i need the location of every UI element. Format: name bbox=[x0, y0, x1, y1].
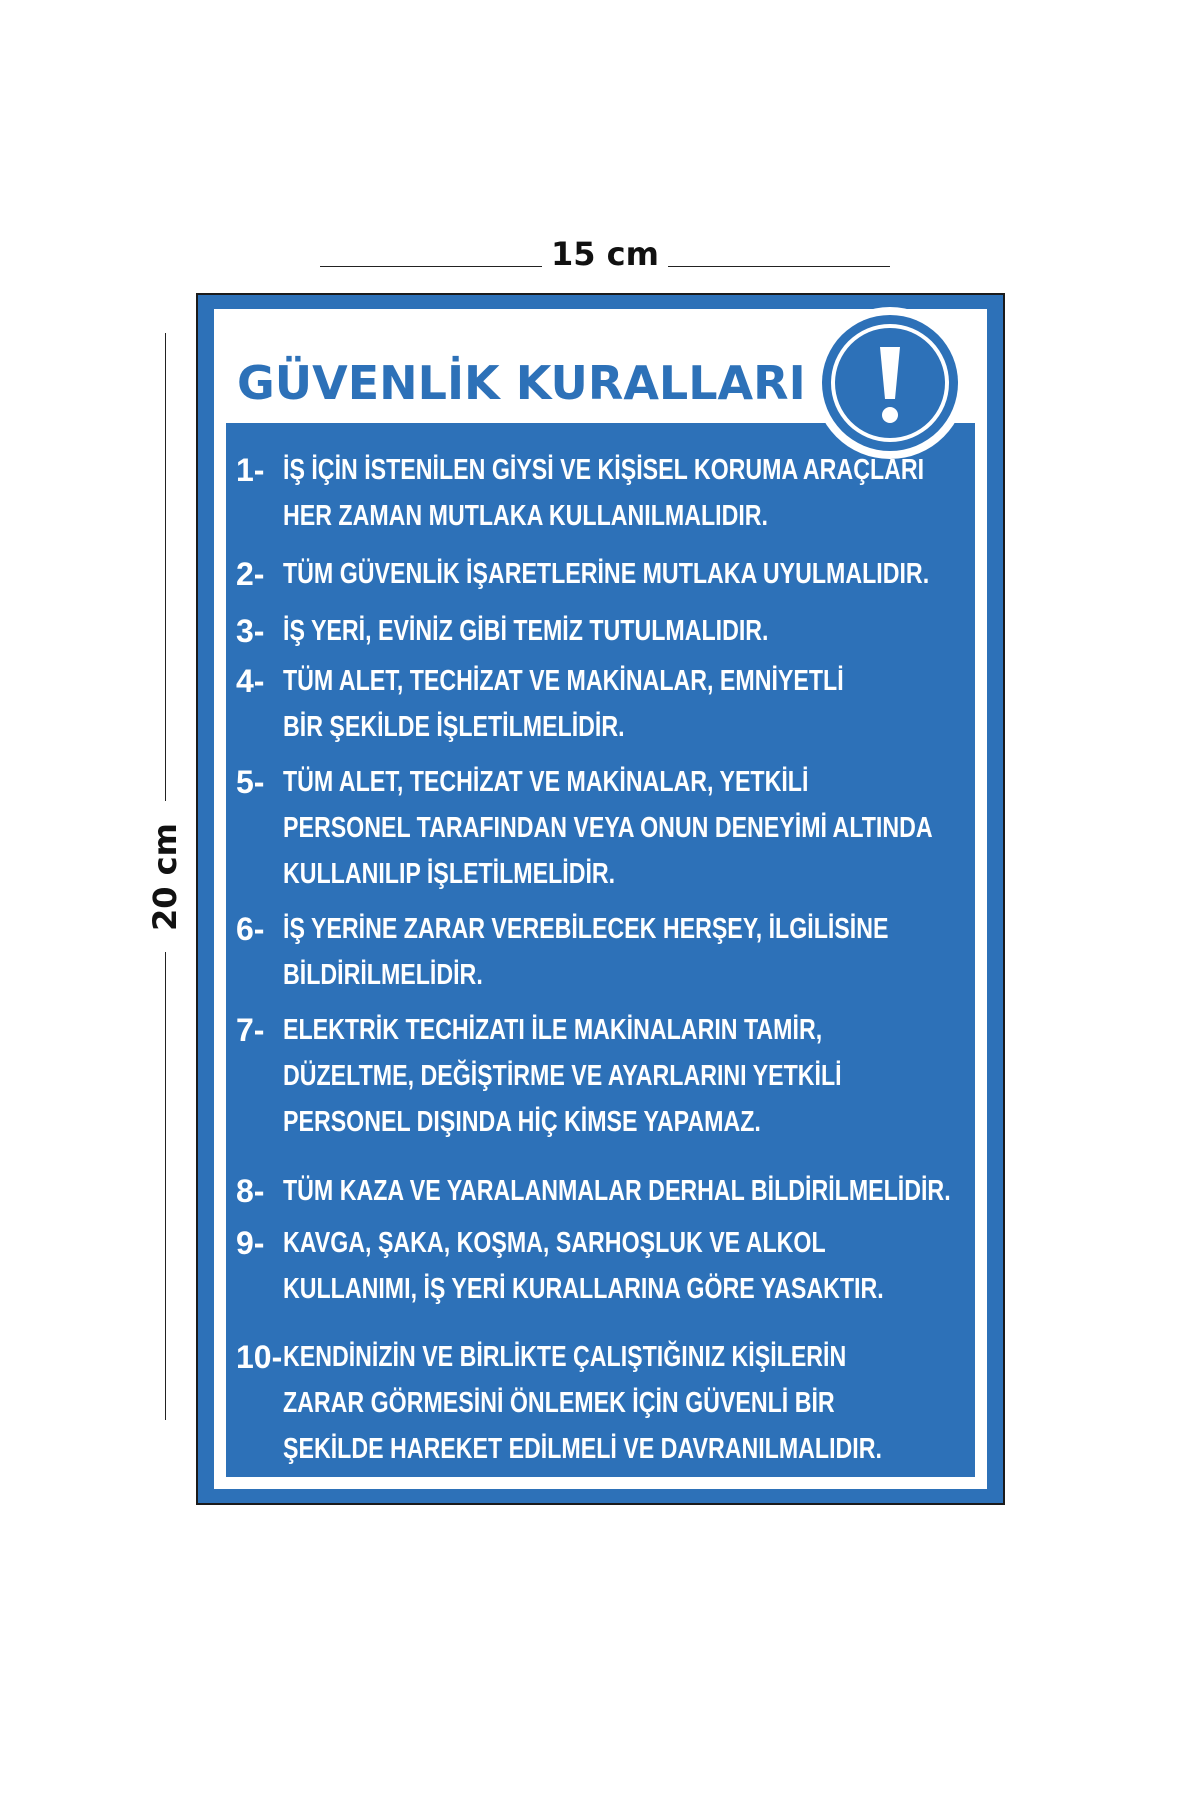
rule-text bbox=[283, 1168, 951, 1214]
rule-line: TÜM ALET, TECHİZAT VE MAKİNALAR, YETKİLİ bbox=[283, 766, 809, 798]
rule-line: TÜM KAZA VE YARALANMALAR DERHAL BİLDİRİLMELİDİR. bbox=[283, 1175, 951, 1207]
sign-inner-frame bbox=[214, 309, 987, 1489]
rule-number: 4- bbox=[236, 663, 265, 699]
rule-line: İŞ YERİ, EVİNİZ GİBİ TEMİZ TUTULMALIDIR. bbox=[283, 615, 769, 647]
rule-number: 2- bbox=[236, 556, 265, 592]
sign-title: GÜVENLİK KURALLARI bbox=[237, 356, 806, 410]
width-dimension-line-left bbox=[320, 266, 542, 267]
rule-number: 3- bbox=[236, 613, 265, 649]
safety-rules-sign bbox=[196, 293, 1005, 1505]
rule-line: PERSONEL DIŞINDA HİÇ KİMSE YAPAMAZ. bbox=[283, 1106, 761, 1138]
rule-line: PERSONEL TARAFINDAN VEYA ONUN DENEYİMİ ALTINDA bbox=[283, 812, 933, 844]
rule-line: DÜZELTME, DEĞİŞTİRME VE AYARLARINI YETKİLİ bbox=[283, 1060, 842, 1092]
rules-panel bbox=[226, 423, 975, 1477]
rule-line: HER ZAMAN MUTLAKA KULLANILMALIDIR. bbox=[283, 500, 768, 532]
height-dimension-line-bottom bbox=[165, 952, 166, 1420]
rule-text bbox=[283, 1334, 882, 1472]
rule-line: TÜM ALET, TECHİZAT VE MAKİNALAR, EMNİYETLİ bbox=[283, 665, 844, 697]
rule-number: 9- bbox=[236, 1225, 265, 1261]
rule-line: İŞ İÇİN İSTENİLEN GİYSİ VE KİŞİSEL KORUMA ARAÇLARI bbox=[283, 454, 925, 486]
height-dimension-line-top bbox=[165, 333, 166, 801]
rule-line: TÜM GÜVENLİK İŞARETLERİNE MUTLAKA UYULMALIDIR. bbox=[283, 558, 930, 590]
width-dimension-label: 15 cm bbox=[551, 235, 659, 273]
rule-number: 7- bbox=[236, 1012, 265, 1048]
height-dimension-label: 20 cm bbox=[146, 823, 184, 931]
rule-number: 1- bbox=[236, 452, 265, 488]
rule-text bbox=[283, 906, 889, 998]
rule-line: ŞEKİLDE HAREKET EDİLMELİ VE DAVRANILMALIDIR. bbox=[283, 1433, 882, 1465]
rule-line: ZARAR GÖRMESİNİ ÖNLEMEK İÇİN GÜVENLİ BİR bbox=[283, 1387, 835, 1419]
rule-line: KULLANILIP İŞLETİLMELİDİR. bbox=[283, 858, 616, 890]
rule-line: BİLDİRİLMELİDİR. bbox=[283, 959, 483, 991]
rule-number: 5- bbox=[236, 764, 265, 800]
rule-text bbox=[283, 658, 875, 750]
rule-number: 6- bbox=[236, 911, 265, 947]
exclamation-circle-icon bbox=[814, 307, 966, 459]
rule-text bbox=[283, 447, 925, 539]
rules-list bbox=[226, 423, 975, 1477]
rule-text bbox=[283, 551, 930, 597]
rule-line: KENDİNİZİN VE BİRLİKTE ÇALIŞTIĞINIZ KİŞİLERİN bbox=[283, 1341, 847, 1373]
rule-line: KAVGA, ŞAKA, KOŞMA, SARHOŞLUK VE ALKOL bbox=[283, 1227, 826, 1259]
rule-line: KULLANIMI, İŞ YERİ KURALLARINA GÖRE YASAKTIR. bbox=[283, 1273, 884, 1305]
rule-line: İŞ YERİNE ZARAR VEREBİLECEK HERŞEY, İLGİLİSİNE bbox=[283, 913, 889, 945]
rule-line: BİR ŞEKİLDE İŞLETİLMELİDİR. bbox=[283, 711, 625, 743]
rule-number: 8- bbox=[236, 1173, 265, 1209]
rule-text bbox=[283, 608, 875, 654]
rule-number: 10- bbox=[236, 1339, 283, 1375]
rule-text bbox=[283, 759, 933, 897]
rule-line: ELEKTRİK TECHİZATI İLE MAKİNALARIN TAMİR, bbox=[283, 1014, 823, 1046]
rule-text bbox=[283, 1007, 875, 1145]
rule-text bbox=[283, 1220, 884, 1312]
width-dimension-line-right bbox=[668, 266, 890, 267]
